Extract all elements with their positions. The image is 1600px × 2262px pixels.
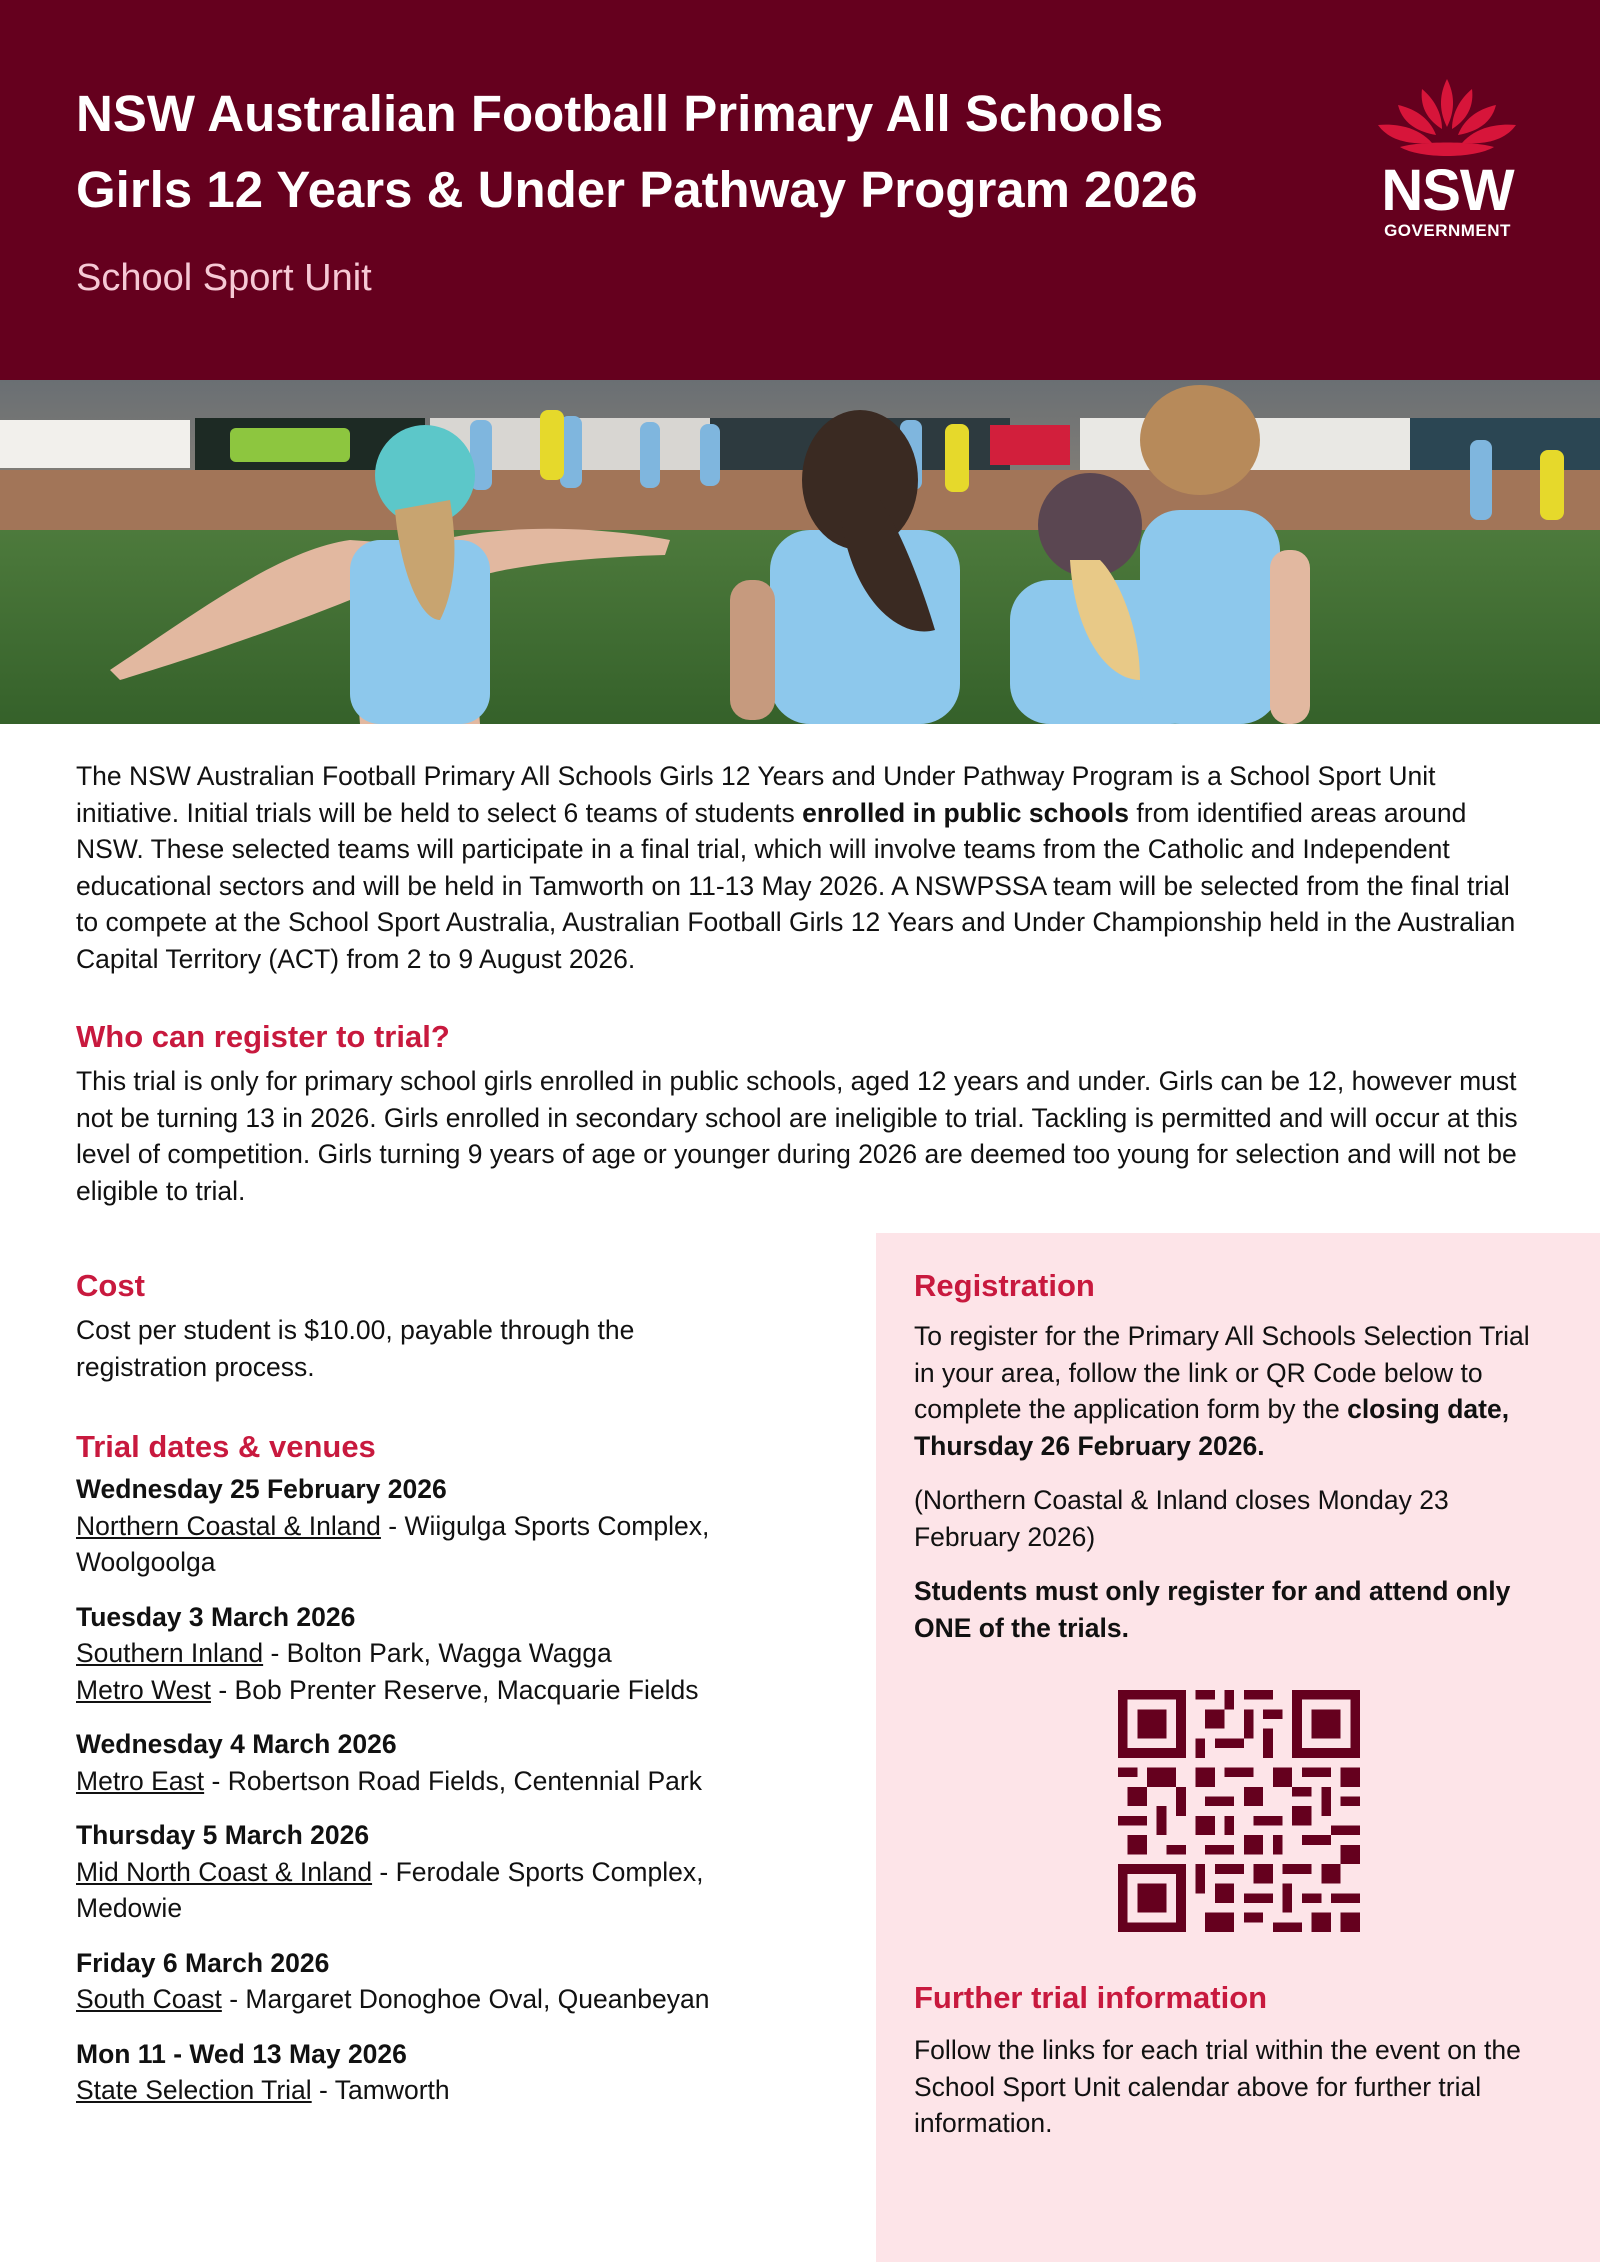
trial-link[interactable]: Mid North Coast & Inland [76, 1856, 373, 1887]
eligibility-heading: Who can register to trial? [76, 1019, 450, 1054]
trial-venue: Southern Inland - Bolton Park, Wagga Wagga [76, 1638, 612, 1668]
further-info-heading: Further trial information [914, 1980, 1268, 2015]
waratah-icon [1370, 75, 1525, 165]
trial-link[interactable]: State Selection Trial [76, 2075, 312, 2105]
trial-event [76, 2036, 776, 2109]
trial-venue: Mid North Coast & Inland - Ferodale Sports Complex, Medowie [76, 1856, 704, 1923]
intro-paragraph: The NSW Australian Football Primary All Schools Girls 12 Years and Under Pathway Program is a School Sport Unit initiative. Initial trials will be held to select 6 teams of students enrolled in public schools from identified areas around NSW. These selected teams will participate in a final trial, which will involve teams from the Catholic and Independent educational sectors and will be held in Tamworth on 11-13 May 2026. A NSWPSSA team will be selected from the final trial to compete at the School Sport Australia, Australian Football Girls 12 Years and Under Championship held in the Australian Capital Territory (ACT) from 2 to 9 August 2026. [76, 761, 1516, 974]
eligibility-paragraph: This trial is only for primary school girls enrolled in public schools, aged 12 years and under. Girls can be 12, however must not be turning 13 in 2026. Girls enrolled in secondary school are ineligible to trial. Tackling is permitted and will occur at this level of competition. Girls turning 9 years of age or younger during 2026 are deemed too young for selection and will not be eligible to trial. [76, 1066, 1518, 1206]
trial-event [76, 1599, 776, 1709]
right-column [914, 1264, 1534, 2142]
logo-government-text: GOVERNMENT [1384, 221, 1511, 240]
registration-warning: Students must only register for and attend only ONE of the trials. [914, 1576, 1511, 1643]
cost-paragraph: Cost per student is $10.00, payable through the registration process. [76, 1315, 635, 1382]
trial-date: Wednesday 4 March 2026 [76, 1729, 397, 1759]
trials-heading: Trial dates & venues [76, 1429, 376, 1464]
registration-heading: Registration [914, 1268, 1095, 1303]
logo-nsw-text: NSW [1381, 158, 1514, 223]
trial-date: Wednesday 25 February 2026 [76, 1474, 447, 1504]
trial-date: Friday 6 March 2026 [76, 1947, 330, 1978]
trial-link[interactable]: Southern Inland [76, 1638, 264, 1668]
trial-event [76, 1726, 776, 1799]
page-title [76, 76, 1296, 228]
trial-link[interactable]: Metro East [76, 1765, 205, 1796]
trial-event [76, 1945, 776, 2018]
trial-date: Thursday 5 March 2026 [76, 1820, 370, 1850]
hero-photo-girls-football [0, 380, 1600, 724]
trial-venue: South Coast - Margaret Donoghoe Oval, Queanbeyan [76, 1984, 710, 2014]
left-column [76, 1264, 776, 2109]
registration-paragraph: To register for the Primary All Schools Selection Trial in your area, follow the link or QR Code below to complete the application form by the closing date, Thursday 26 February 2026. [914, 1321, 1530, 1461]
registration-qr-code[interactable] [1118, 1690, 1360, 1932]
trial-date: Tuesday 3 March 2026 [76, 1601, 356, 1632]
trial-link[interactable]: Northern Coastal & Inland [76, 1510, 381, 1541]
trial-venue: Metro East - Robertson Road Fields, Centennial Park [76, 1765, 702, 1796]
trial-venue: Northern Coastal & Inland - Wiigulga Sports Complex, Woolgoolga [76, 1510, 710, 1577]
nsw-government-logo [1370, 75, 1525, 245]
registration-note: (Northern Coastal & Inland closes Monday 23 February 2026) [914, 1485, 1449, 1552]
header-banner [0, 0, 1600, 380]
trial-event [76, 1471, 776, 1581]
trial-event [76, 1817, 776, 1927]
trial-venue: Metro West - Bob Prenter Reserve, Macquarie Fields [76, 1674, 699, 1705]
trial-venue: State Selection Trial - Tamworth [76, 2075, 450, 2105]
trial-date: Mon 11 - Wed 13 May 2026 [76, 2038, 407, 2069]
further-info-paragraph: Follow the links for each trial within the event on the School Sport Unit calendar above for further trial information. [914, 2035, 1521, 2138]
trial-link[interactable]: Metro West [76, 1674, 211, 1705]
trial-link[interactable]: South Coast [76, 1984, 222, 2014]
main-content [76, 758, 1536, 1209]
title-line-2: Girls 12 Years & Under Pathway Program 2026 [76, 161, 1198, 218]
cost-heading: Cost [76, 1268, 145, 1303]
title-line-1: NSW Australian Football Primary All Schools [76, 85, 1164, 142]
page-subtitle: School Sport Unit [76, 257, 372, 299]
